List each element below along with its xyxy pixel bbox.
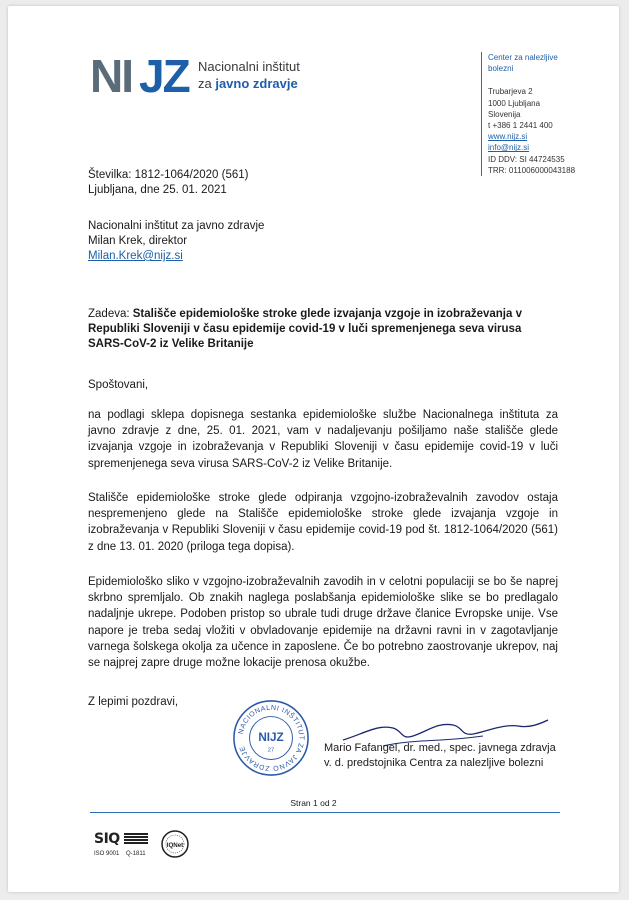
svg-text:NI: NI — [90, 50, 132, 100]
logo-name-line2: za javno zdravje — [198, 76, 298, 91]
document-meta — [88, 168, 248, 198]
official-stamp — [232, 699, 310, 777]
body-paragraph-2: Stališče epidemiološke stroke glede odpiranja vzgojno-izobraževalnih zavodov ostaja nespremenjeno glede na Stališče epidemiološke stroke glede izvajanja vzgoje in izobraževanja v Republiki Sloveniji v času epidemije covid-19 pod št. 1812-1064/2020 (561) z dne 13. 01. 2020 (priloga tega dopisa). — [88, 492, 558, 553]
nijz-logo-mark — [90, 50, 190, 100]
siq-bars-icon — [124, 833, 148, 845]
sender-trr: TRR: 011006000043188 — [488, 165, 576, 175]
svg-text:NACIONALNI INŠTITUT ZA JAVNO Z: NACIONALNI INŠTITUT ZA JAVNO ZDRAVJE — [237, 704, 305, 772]
recipient-line1: Nacionalni inštitut za javno zdravje — [88, 220, 265, 232]
signer-block — [324, 741, 556, 771]
closing: Z lepimi pozdravi, — [88, 696, 179, 708]
certification-logos — [94, 831, 204, 871]
svg-text:JZ: JZ — [139, 50, 189, 100]
stamp-center: NIJZ — [258, 730, 284, 744]
iqnet-logo-icon — [160, 829, 190, 859]
body-paragraph-1: na podlagi sklepa dopisnega sestanka epidemiološke službe Nacionalnega inštituta za javno zdravje z dne, 25. 01. 2021, vam v nadaljevanju pošiljamo naše stališče glede izvajanja vzgoje in izobraževanja v Republiki Sloveniji v času epidemije covid-19 v luči spremenjenega seva virusa SARS-CoV-2 iz Velike Britanije. — [88, 409, 558, 470]
greeting: Spoštovani, — [88, 379, 149, 391]
logo-name-line1: Nacionalni inštitut — [198, 59, 300, 74]
stamp-number: 27 — [267, 747, 275, 754]
footer-divider — [90, 812, 560, 813]
iso-label: ISO 9001 — [94, 851, 120, 857]
sender-vat: ID DDV: SI 44724535 — [488, 154, 565, 164]
sender-city: 1000 Ljubljana — [488, 98, 541, 108]
svg-text:IQNet: IQNet — [166, 842, 184, 849]
siq-logo: SIQ — [94, 831, 120, 847]
sender-email-link[interactable]: info@nijz.si — [488, 143, 530, 153]
sender-street: Trubarjeva 2 — [488, 87, 533, 97]
recipient-line2: Milan Krek, direktor — [88, 235, 188, 247]
subject-line — [88, 307, 558, 352]
signer-title: v. d. predstojnika Centra za nalezljive bolezni — [324, 757, 544, 769]
sender-web-link[interactable]: www.nijz.si — [488, 132, 528, 142]
sender-org-line1: Center za nalezljive — [488, 53, 558, 62]
q-number-label: Q-1811 — [126, 851, 146, 857]
letter-page — [8, 6, 619, 892]
sender-phone: t +386 1 2441 400 — [488, 121, 553, 131]
sender-org-line2: bolezni — [488, 64, 514, 74]
subject-text: Stališče epidemiološke stroke glede izvajanja vzgoje in izobraževanja v Republiki Sloveniji v času epidemije covid-19 v luči spremenjenega seva virusa SARS-CoV-2 iz Velike Britanije — [88, 308, 522, 350]
document-number: Številka: 1812-1064/2020 (561) — [88, 169, 249, 181]
recipient-email-link[interactable]: Milan.Krek@nijz.si — [88, 250, 183, 262]
document-place-date: Ljubljana, dne 25. 01. 2021 — [88, 184, 227, 196]
body-paragraph-3: Epidemiološko sliko v vzgojno-izobraževalnih zavodih in v celotni populaciji se bo še naprej skrbno spremljalo. Ob znakih naglega poslabšanja epidemiološke slike se bo predlagalo nadaljnje ukrepe. Podoben pristop so ubrale tudi druge države članice Evropske unije. Vse napore je treba sedaj vložiti v obvladovanje epidemije na državni ravni in v zagotavljanje varnega šolskega okolja za učence in zaposlene. Če bo potrebno zaostrovanje ukrepov, naj se najprej zapre druge možne lokacije prenosa okužbe. — [88, 576, 558, 670]
signer-name: Mario Fafangel, dr. med., spec. javnega zdravja — [324, 742, 556, 754]
page-number: Stran 1 od 2 — [290, 798, 337, 808]
recipient-block — [88, 219, 264, 264]
sender-country: Slovenija — [488, 109, 521, 119]
sender-address-block — [481, 52, 611, 176]
subject-label: Zadeva: — [88, 308, 133, 320]
